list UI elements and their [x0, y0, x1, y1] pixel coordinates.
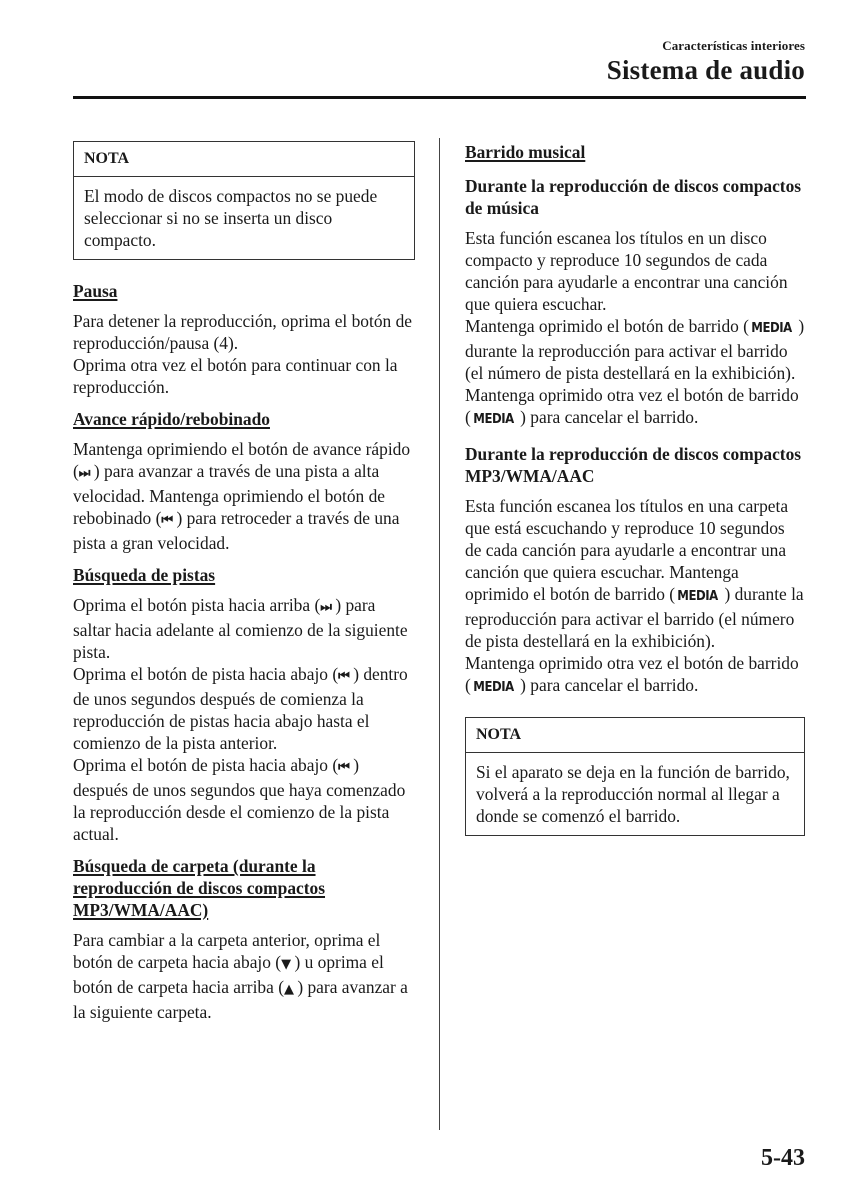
prev-track-icon: ⏮	[338, 669, 349, 684]
busqueda-pistas-1b: ) para saltar hacia adelante al comienzo de la siguiente pista.	[73, 595, 408, 662]
media-button-icon: MEDIA	[473, 412, 514, 427]
media-button-icon: MEDIA	[473, 680, 514, 695]
header-section-label: Características interiores	[662, 38, 805, 53]
barrido-mp3-1a: Esta función escanea los títulos en una carpeta que está escuchando y reproduce 10 segundos de cada canción para ayudarle a encontrar una canción que quiera escuchar. Mantenga oprimido el botón de barrido (	[465, 496, 789, 604]
left-column	[73, 141, 415, 1023]
media-button-icon: MEDIA	[677, 589, 718, 604]
media-button-icon: MEDIA	[751, 321, 792, 336]
busqueda-pistas-text-1	[73, 594, 415, 663]
barrido-musica-text-1: Esta función escanea los títulos en un disco compacto y reproduce 10 segundos de cada canción para ayudarle a encontrar una canción que quiera escuchar.	[465, 228, 788, 314]
subsection-title-musica: Durante la reproducción de discos compactos de música	[465, 176, 802, 218]
section-title-busqueda-carpeta: Búsqueda de carpeta (durante la reproducción de discos compactos MP3/WMA/AAC)	[73, 856, 326, 920]
busqueda-pistas-2a: Oprima el botón de pista hacia abajo (	[73, 664, 339, 684]
busqueda-pistas-3b: ) después de unos segundos que haya comenzado la reproducción desde el comienzo de la pista actual.	[73, 755, 406, 844]
busqueda-pistas-text-2	[73, 663, 415, 754]
folder-down-icon: ▼	[281, 957, 291, 972]
pausa-text-2: Oprima otra vez el botón para continuar con la reproducción.	[73, 355, 398, 397]
page-title: Sistema de audio	[606, 55, 805, 85]
barrido-musica-2b: ) durante la reproducción para activar el barrido (el número de pista destellará en la exhibición). Mantenga oprimido otra vez el botón de barrido (	[465, 316, 805, 427]
avance-text-1: Mantenga oprimiendo el botón de avance rápido (	[73, 439, 411, 481]
note-body: Si el aparato se deja en la función de barrido, volverá a la reproducción normal al llegar a donde se comenzó el barrido.	[476, 762, 790, 826]
section-title-avance: Avance rápido/rebobinado	[73, 409, 270, 429]
note-box-cd-mode	[73, 141, 415, 260]
busqueda-pistas-text-3	[73, 754, 415, 845]
subsection-title-mp3: Durante la reproducción de discos compactos MP3/WMA/AAC	[465, 444, 802, 486]
busqueda-pistas-3a: Oprima el botón de pista hacia abajo (	[73, 755, 339, 775]
prev-track-icon: ⏮	[161, 513, 173, 528]
busqueda-carpeta-1: Para cambiar a la carpeta anterior, oprima el botón de carpeta hacia abajo (	[73, 930, 381, 972]
barrido-musica-2c: ) para cancelar el barrido.	[520, 407, 699, 427]
busqueda-carpeta-text	[73, 929, 415, 1023]
barrido-mp3-1b: ) durante la reproducción para activar el barrido (el número de pista destellará en la exhibición).	[465, 584, 804, 651]
right-column	[465, 141, 805, 836]
busqueda-pistas-2b: ) dentro de unos segundos después de comienza la reproducción de pistas hacia abajo hasta el comienzo de la pista anterior.	[73, 664, 408, 753]
section-title-pausa: Pausa	[73, 281, 118, 301]
avance-text	[73, 438, 415, 554]
busqueda-carpeta-3: ) para avanzar a la siguiente carpeta.	[73, 977, 408, 1022]
column-divider	[439, 138, 440, 1130]
barrido-musica-text-2	[465, 315, 805, 431]
note-title: NOTA	[74, 142, 414, 177]
barrido-musica-2a: Mantenga oprimido el botón de barrido (	[465, 316, 749, 336]
section-title-barrido: Barrido musical	[465, 142, 586, 162]
pausa-text-1: Para detener la reproducción, oprima el botón de reproducción/pausa (4).	[73, 311, 412, 353]
avance-text-2: ) para avanzar a través de una pista a alta velocidad. Mantenga oprimiendo el botón de rebobinado (	[73, 461, 385, 528]
note-body: El modo de discos compactos no se puede seleccionar si no se inserta un disco compacto.	[84, 186, 378, 250]
barrido-mp3-2a: Mantenga oprimido otra vez el botón de barrido (	[465, 653, 799, 695]
folder-up-icon: ▲	[283, 982, 293, 997]
prev-track-icon: ⏮	[338, 760, 349, 775]
barrido-mp3-text-1	[465, 495, 805, 652]
next-track-icon: ⏭	[320, 600, 331, 615]
barrido-mp3-text-2	[465, 652, 805, 699]
busqueda-pistas-1a: Oprima el botón pista hacia arriba (	[73, 595, 321, 615]
busqueda-carpeta-2: ) u oprima el botón de carpeta hacia arriba (	[73, 952, 384, 997]
next-track-icon: ⏭	[78, 466, 90, 481]
note-box-barrido	[465, 717, 805, 836]
header-rule	[73, 96, 806, 99]
section-title-busqueda-pistas: Búsqueda de pistas	[73, 565, 216, 585]
avance-text-3: ) para retroceder a través de una pista a gran velocidad.	[73, 508, 400, 553]
note-title: NOTA	[466, 718, 804, 753]
barrido-mp3-2b: ) para cancelar el barrido.	[520, 675, 699, 695]
page-number: 5-43	[761, 1145, 805, 1171]
